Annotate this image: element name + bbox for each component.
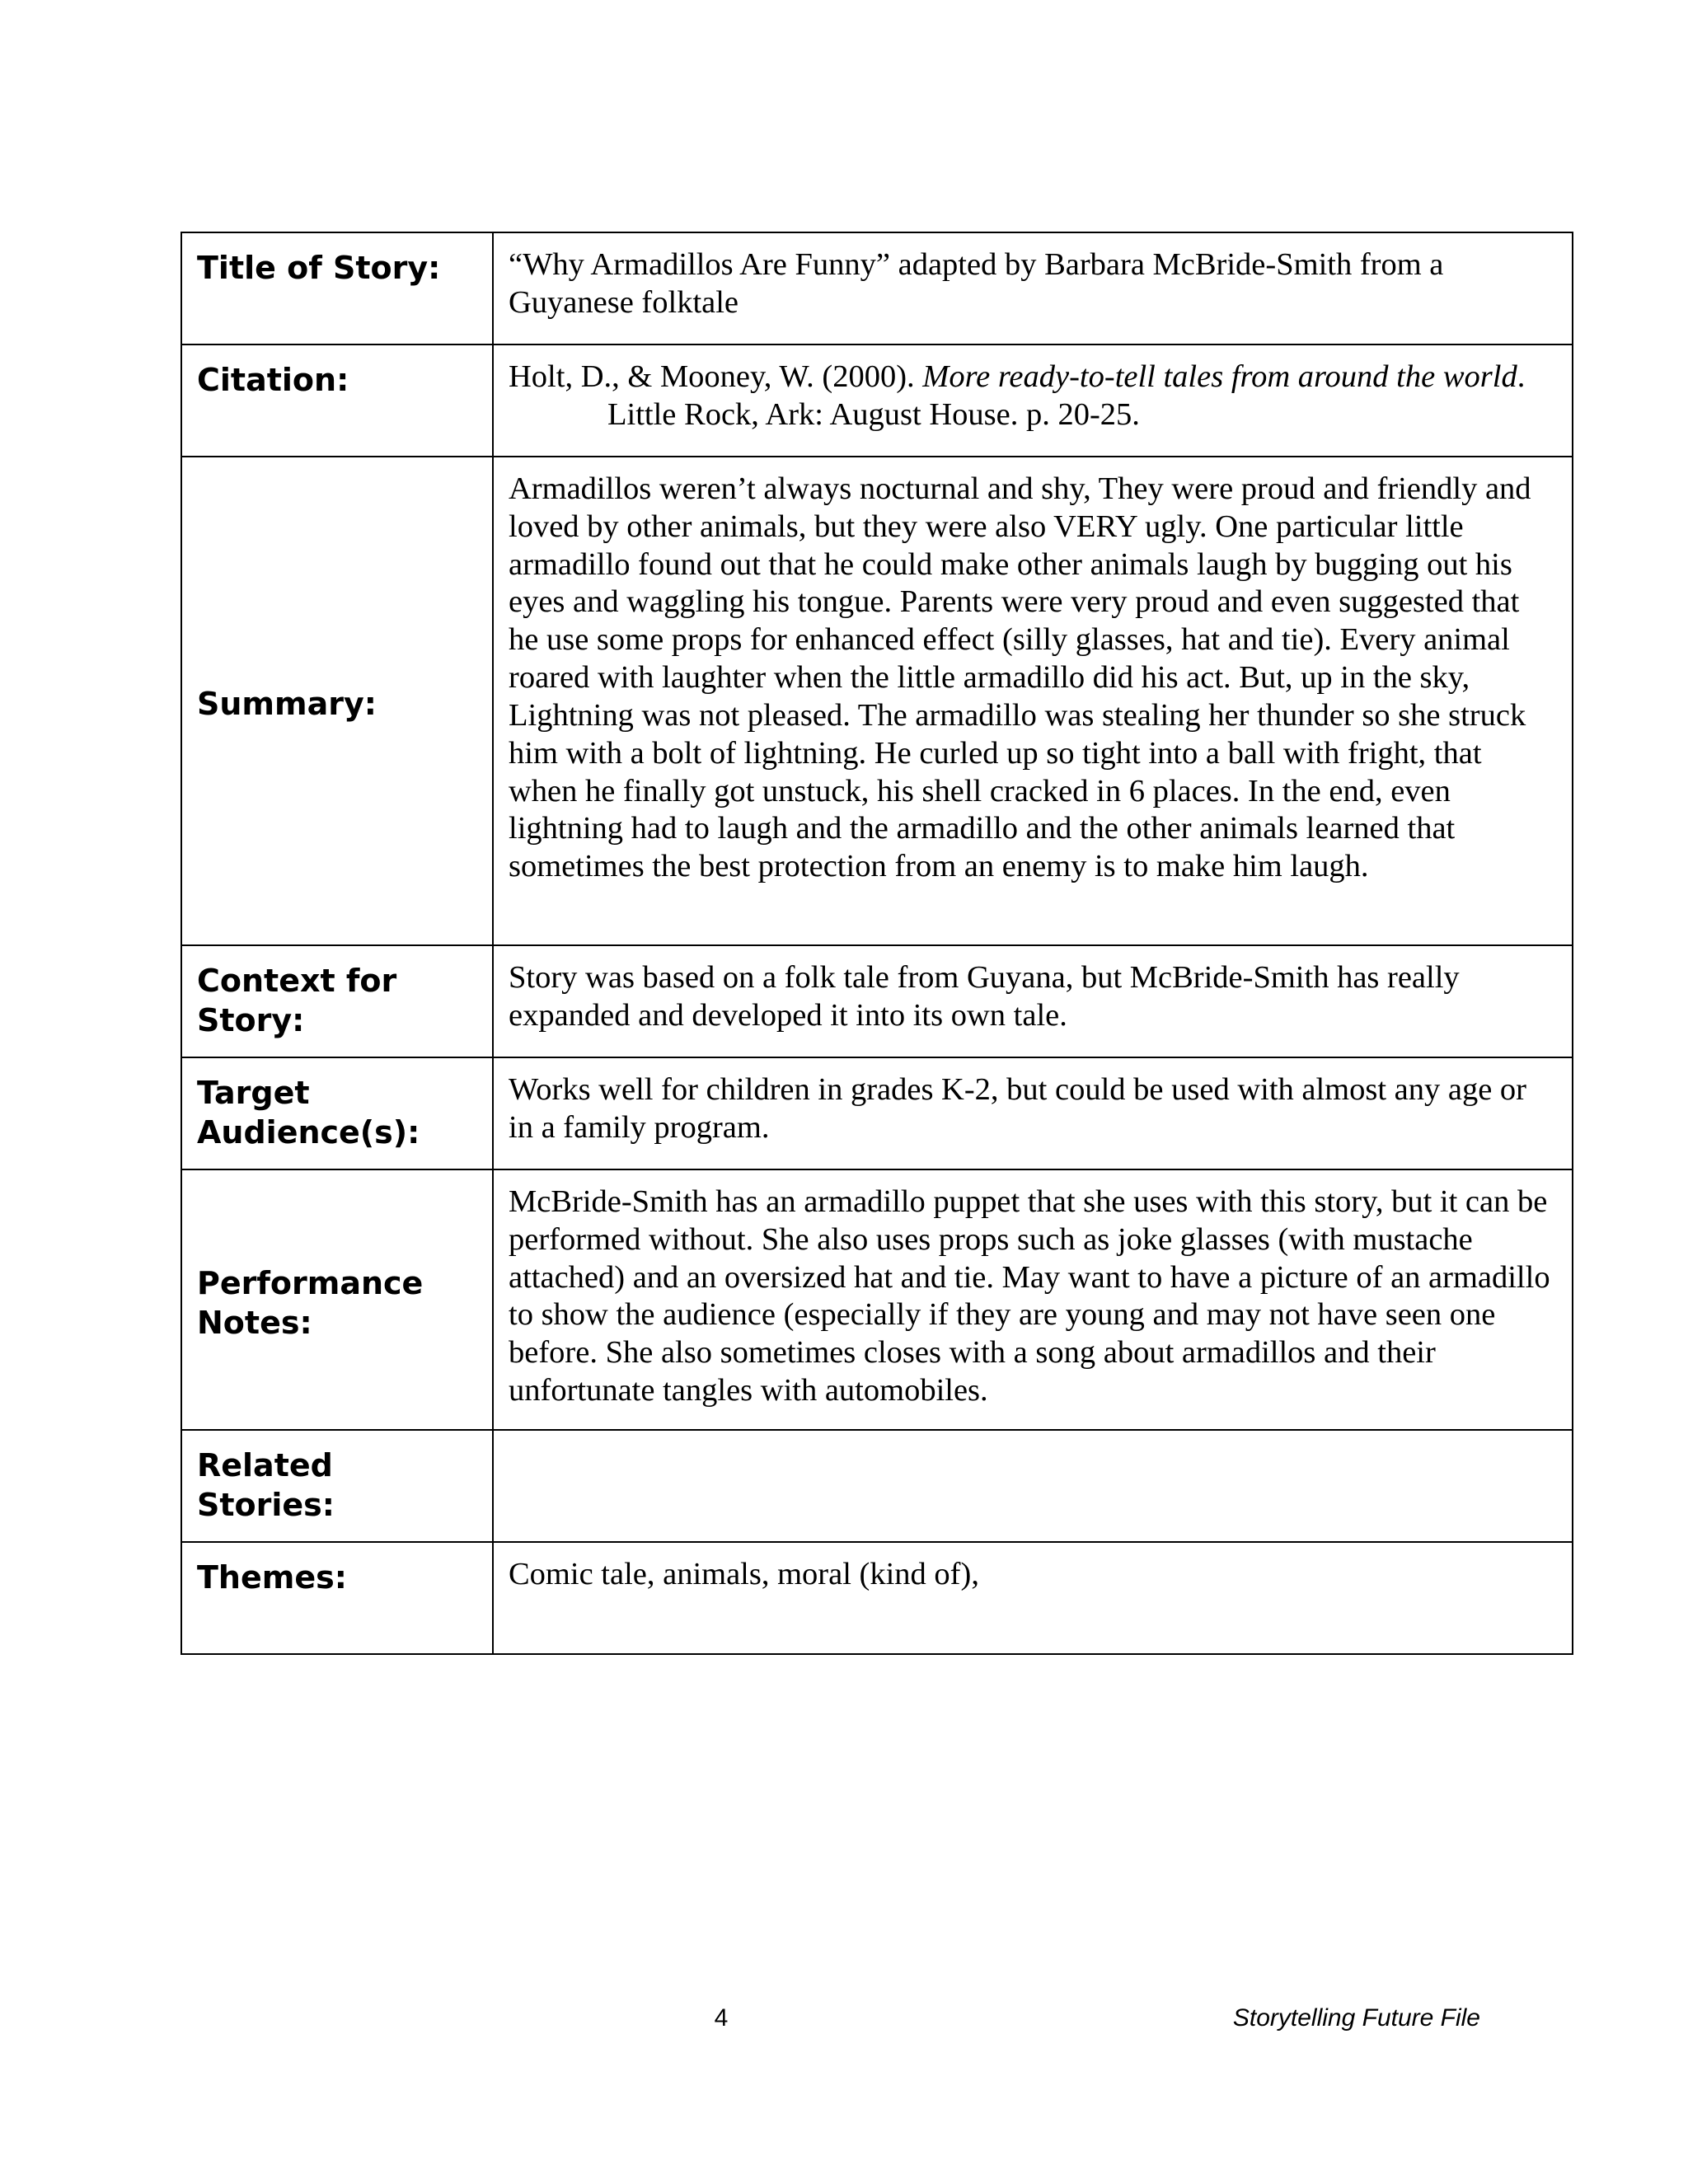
themes-value: Comic tale, animals, moral (kind of), (493, 1542, 1573, 1654)
page-number: 4 (714, 2004, 729, 2032)
row-performance-notes (181, 1169, 1573, 1430)
performance-notes-label: Performance Notes: (181, 1169, 493, 1430)
target-audience-label: Target Audience(s): (181, 1057, 493, 1169)
context-for-story-label: Context for Story: (181, 945, 493, 1057)
related-stories-label: Related Stories: (181, 1430, 493, 1542)
story-file-table (181, 232, 1573, 1655)
row-themes (181, 1542, 1573, 1654)
footer-document-title: Storytelling Future File (1232, 2004, 1480, 2032)
row-context-for-story (181, 945, 1573, 1057)
citation-authors: Holt, D., & Mooney, W. (2000). (509, 359, 923, 394)
performance-notes-value: McBride-Smith has an armadillo puppet that she uses with this story, but it can be performed without. She also uses props such as joke glasses (with mustache attached) and an oversized hat and tie. May want to have a picture of an armadillo to show the audience (especially if they are young and may not have seen one before. She also sometimes closes with a song about armadillos and their unfortunate tangles with automobiles. (493, 1169, 1573, 1430)
title-of-story-label: Title of Story: (181, 232, 493, 344)
citation-book-title: More ready-to-tell tales from around the world (922, 359, 1517, 394)
citation-publisher: . Little Rock, Ark: August House. p. 20-25. (607, 359, 1526, 432)
themes-label: Themes: (181, 1542, 493, 1654)
summary-label: Summary: (181, 457, 493, 945)
citation-label: Citation: (181, 344, 493, 457)
row-title-of-story (181, 232, 1573, 344)
target-audience-value: Works well for children in grades K-2, but could be used with almost any age or in a family program. (493, 1057, 1573, 1169)
row-target-audience (181, 1057, 1573, 1169)
row-related-stories (181, 1430, 1573, 1542)
row-summary (181, 457, 1573, 945)
title-of-story-value: “Why Armadillos Are Funny” adapted by Barbara McBride-Smith from a Guyanese folktale (493, 232, 1573, 344)
related-stories-value (493, 1430, 1573, 1542)
citation-text (509, 359, 1557, 434)
row-citation (181, 344, 1573, 457)
summary-value: Armadillos weren’t always nocturnal and shy, They were proud and friendly and loved by other animals, but they were also VERY ugly. One particular little armadillo found out that he could make other animals laugh by bugging out his eyes and waggling his tongue. Parents were very proud and even suggested that he use some props for enhanced effect (silly glasses, hat and tie). Every animal roared with laughter when the little armadillo did his act. But, up in the sky, Lightning was not pleased. The armadillo was stealing her thunder so she struck him with a bolt of lightning. He curled up so tight into a ball with fright, that when he finally got unstuck, his shell cracked in 6 places. In the end, even lightning had to laugh and the armadillo and the other animals learned that sometimes the best protection from an enemy is to make him laugh. (493, 457, 1573, 945)
context-for-story-value: Story was based on a folk tale from Guyana, but McBride-Smith has really expanded and developed it into its own tale. (493, 945, 1573, 1057)
citation-value (493, 344, 1573, 457)
